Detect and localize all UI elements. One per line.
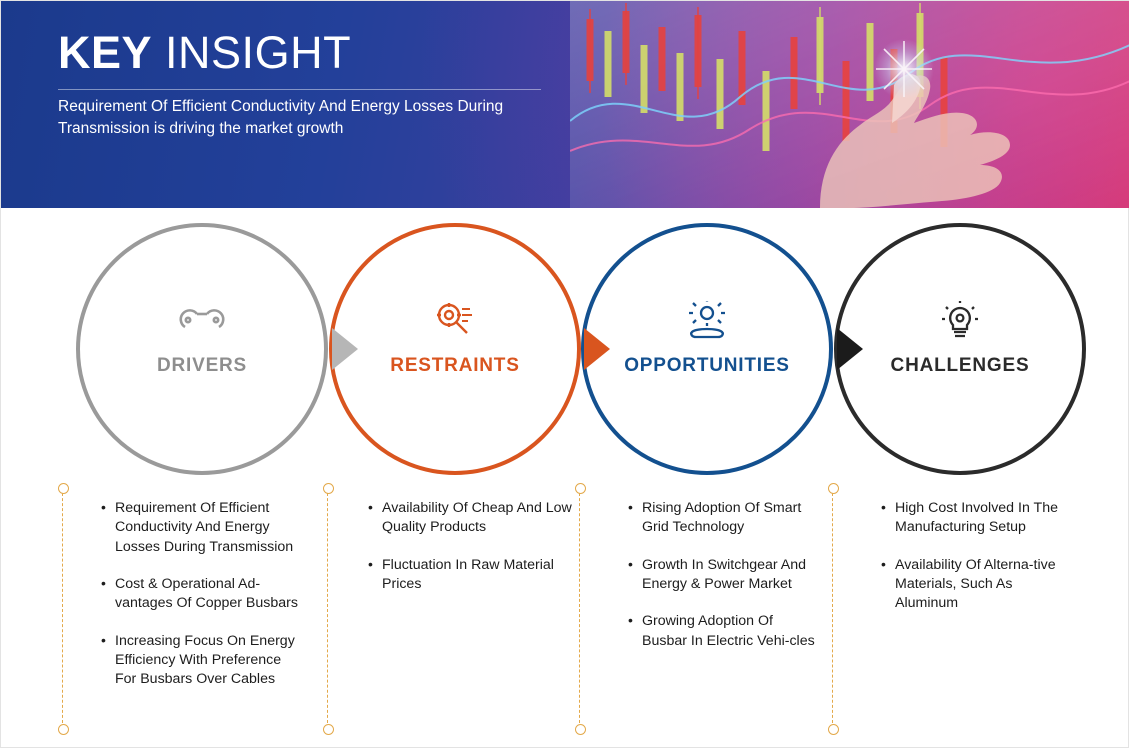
- connector-dot-top: [58, 483, 69, 494]
- chevron-arrow-3-icon: [837, 328, 863, 370]
- node-label-opportunities: OPPORTUNITIES: [624, 355, 790, 376]
- list-item: • Availability Of Cheap And Low Quality Products: [382, 499, 581, 538]
- title-thin: INSIGHT: [165, 27, 352, 78]
- connector-line-restraints: [327, 488, 329, 728]
- list-item: • Availability Of Alterna-tive Materials, Such As Aluminum: [895, 556, 1059, 614]
- node-circle-drivers[interactable]: [76, 223, 328, 475]
- list-item: • Increasing Focus On Energy Efficiency With Preference For Busbars Over Cables: [115, 632, 299, 690]
- connector-dot-top: [575, 483, 586, 494]
- node-label-restraints: RESTRAINTS: [390, 355, 520, 376]
- connector-line-drivers: [62, 488, 64, 728]
- list-item: • Fluctuation In Raw Material Prices: [382, 556, 581, 595]
- magnet-icon: [80, 301, 324, 349]
- connector-dot-bottom: [323, 724, 334, 735]
- node-circle-opportunities[interactable]: [581, 223, 833, 475]
- title-bold: KEY: [58, 27, 153, 78]
- connector-dot-top: [323, 483, 334, 494]
- lightbulb-gear-icon: [838, 301, 1082, 349]
- bullet-column-challenges: [879, 499, 1059, 632]
- list-item: • Requirement Of Efficient Conductivity And Energy Losses During Transmission: [115, 499, 299, 557]
- connector-dot-bottom: [828, 724, 839, 735]
- connector-dot-bottom: [575, 724, 586, 735]
- header-banner: [1, 1, 1129, 208]
- list-item: • Rising Adoption Of Smart Grid Technology: [642, 499, 821, 538]
- list-item: • Growing Adoption Of Busbar In Electric Vehi-cles: [642, 612, 821, 651]
- node-circle-challenges[interactable]: [834, 223, 1086, 475]
- chevron-arrow-1-icon: [332, 328, 358, 370]
- page-subtitle: Requirement Of Efficient Conductivity And Energy Losses During Transmission is driving the market growth: [58, 98, 504, 137]
- title-divider: [58, 89, 541, 90]
- bullet-column-drivers: [99, 499, 299, 708]
- magnifier-gear-icon: [333, 301, 577, 349]
- hand-idea-icon: [585, 301, 829, 349]
- page-title: [58, 29, 351, 76]
- chevron-arrow-2-icon: [584, 328, 610, 370]
- connector-dot-top: [828, 483, 839, 494]
- bullet-column-opportunities: [626, 499, 821, 669]
- node-label-challenges: CHALLENGES: [890, 355, 1030, 376]
- node-label-drivers: DRIVERS: [156, 355, 248, 376]
- list-item: • Growth In Switchgear And Energy & Power Market: [642, 556, 821, 595]
- node-circle-restraints[interactable]: [329, 223, 581, 475]
- list-item: • Cost & Operational Ad-vantages Of Copper Busbars: [115, 575, 299, 614]
- connector-line-challenges: [832, 488, 834, 728]
- stock-chart-hand-illustration: [570, 1, 1129, 208]
- list-item: • High Cost Involved In The Manufacturing Setup: [895, 499, 1059, 538]
- connector-dot-bottom: [58, 724, 69, 735]
- bullet-column-restraints: [366, 499, 581, 612]
